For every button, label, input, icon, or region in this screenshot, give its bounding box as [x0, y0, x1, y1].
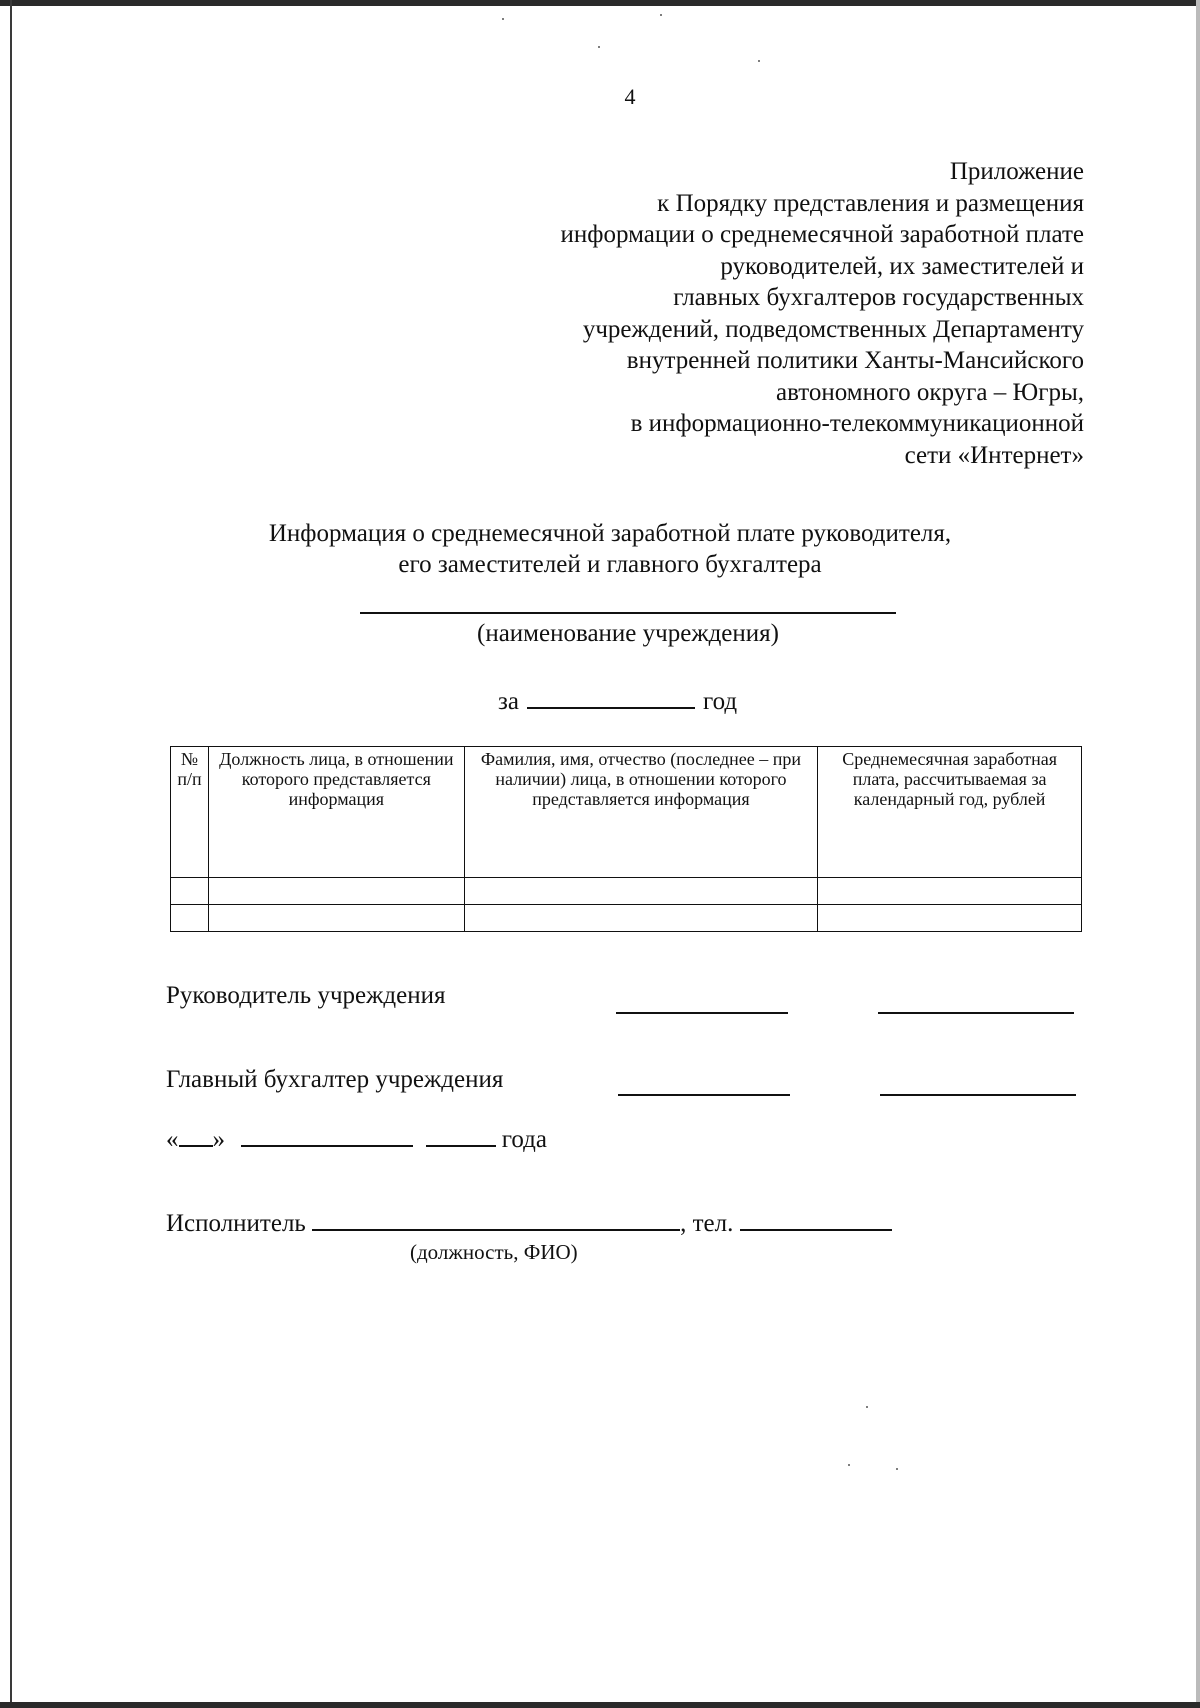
appendix-line: в информационно-телекоммуникационной	[630, 410, 1084, 437]
date-suffix: года	[501, 1126, 547, 1153]
table-cell	[818, 905, 1082, 932]
executor-tel-blank	[740, 1211, 892, 1231]
year-prefix: за	[498, 688, 519, 715]
title-line-2: его заместителей и главного бухгалтера	[398, 551, 822, 578]
scan-edge-bottom	[0, 1702, 1200, 1708]
table-cell	[171, 878, 209, 905]
header-number: № п/п	[171, 747, 209, 878]
page-number: 4	[624, 84, 636, 109]
table-cell	[171, 905, 209, 932]
appendix-line: к Порядку представления и размещения	[657, 189, 1084, 217]
table-cell	[464, 905, 818, 932]
scan-speck	[758, 60, 760, 62]
date-open-quote: «	[166, 1126, 179, 1153]
header-position: Должность лица, в отношении которого представляется информация	[208, 747, 464, 878]
year-blank	[527, 689, 695, 709]
scan-speck	[866, 1406, 868, 1408]
year-line	[498, 688, 737, 716]
year-suffix: год	[702, 688, 738, 715]
table-row	[171, 905, 1082, 932]
appendix-line: внутренней политики Ханты-Мансийского	[626, 347, 1084, 374]
table-cell	[208, 905, 464, 932]
date-line	[166, 1126, 547, 1154]
appendix-line: главных бухгалтеров государственных	[673, 284, 1084, 311]
document-title	[160, 518, 1060, 580]
header-average-salary: Среднемесячная заработная плата, рассчитываемая за календарный год, рублей	[818, 747, 1082, 878]
table-cell	[464, 878, 818, 905]
salary-info-table	[170, 746, 1082, 932]
institution-caption: (наименование учреждения)	[477, 620, 779, 647]
executor-caption: (должность, ФИО)	[410, 1240, 578, 1264]
appendix-line: руководителей, их заместителей и	[720, 252, 1084, 280]
appendix-line: автономного округа – Югры,	[775, 378, 1084, 406]
month-blank	[241, 1127, 413, 1147]
scan-speck	[502, 18, 504, 20]
executor-blank	[312, 1211, 680, 1231]
table-cell	[818, 878, 1082, 905]
scan-edge-top	[0, 0, 1200, 6]
executor-label: Исполнитель	[166, 1210, 306, 1237]
appendix-line: информации о среднемесячной заработной плате	[560, 221, 1084, 248]
head-signature-label: Руководитель учреждения	[166, 982, 446, 1009]
chief-accountant-signature-label: Главный бухгалтер учреждения	[166, 1066, 504, 1093]
scan-speck	[896, 1468, 898, 1470]
date-close-quote: »	[212, 1126, 225, 1153]
head-name-line	[878, 1012, 1074, 1014]
chief-accountant-signature-line	[618, 1094, 790, 1096]
scan-speck	[598, 46, 600, 48]
scan-speck	[848, 1464, 850, 1466]
appendix-line: Приложение	[949, 158, 1084, 185]
scan-speck	[660, 14, 662, 16]
appendix-block	[464, 156, 1084, 471]
table-header-row	[171, 747, 1082, 878]
appendix-line: учреждений, подведомственных Департаменту	[582, 315, 1084, 343]
scan-edge-left	[10, 0, 12, 1708]
table-row	[171, 878, 1082, 905]
title-line-1: Информация о среднемесячной заработной плате руководителя,	[268, 520, 952, 547]
day-blank	[179, 1127, 213, 1147]
chief-accountant-name-line	[880, 1094, 1076, 1096]
institution-name-line	[360, 612, 896, 614]
executor-tel-label: , тел.	[680, 1210, 734, 1237]
year-short-blank	[426, 1127, 496, 1147]
scan-edge-right	[1196, 0, 1200, 1708]
table-cell	[208, 878, 464, 905]
head-signature-line	[616, 1012, 788, 1014]
appendix-line: сети «Интернет»	[904, 441, 1084, 469]
executor-line	[166, 1210, 892, 1238]
header-full-name: Фамилия, имя, отчество (последнее – при наличии) лица, в отношении которого представляется информация	[464, 747, 818, 878]
